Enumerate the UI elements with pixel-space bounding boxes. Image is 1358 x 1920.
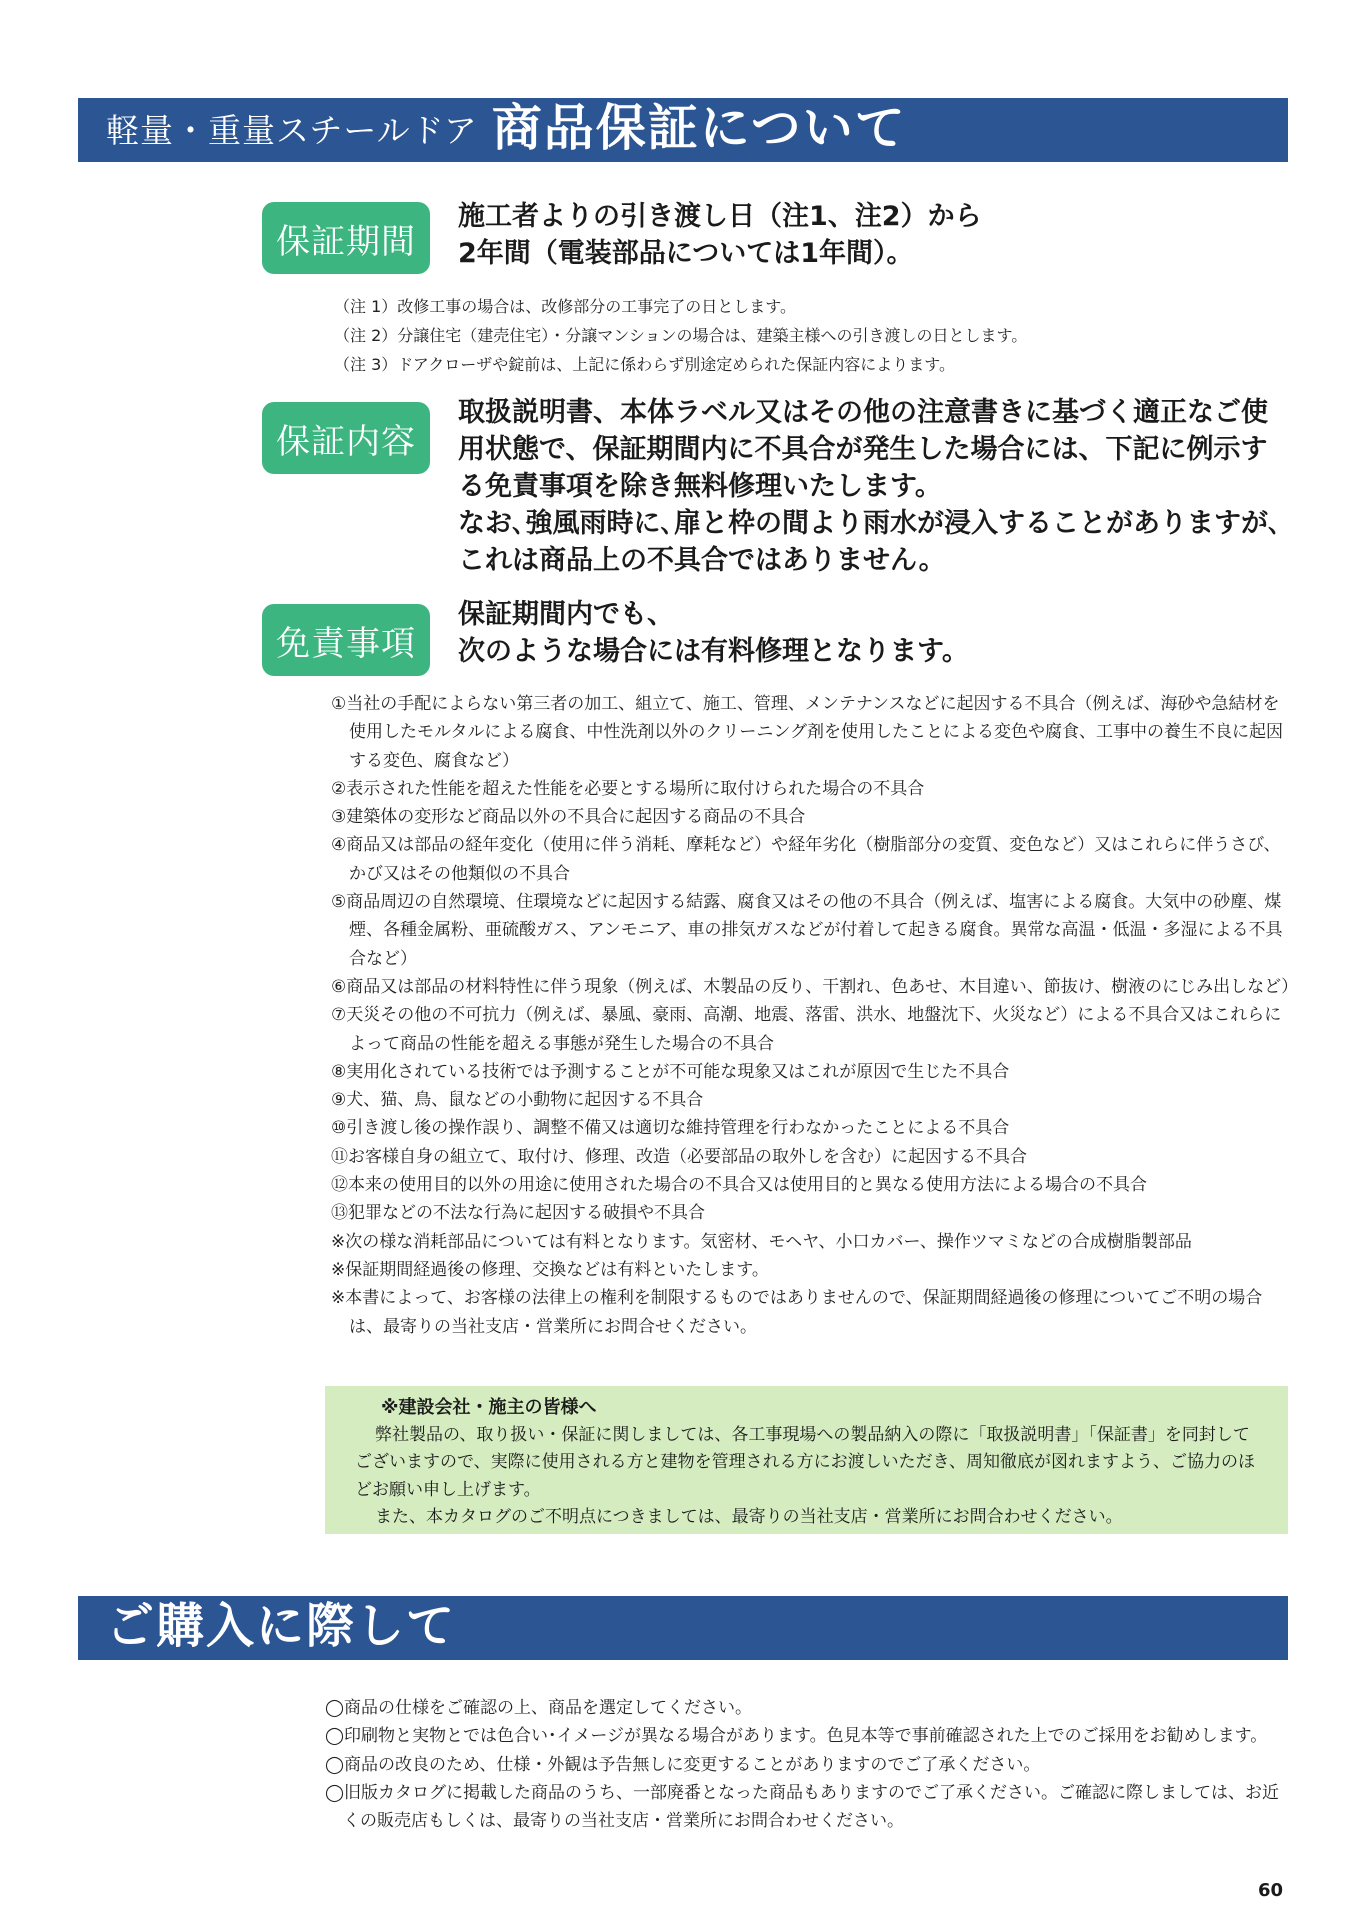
notice-paragraph: また、本カタログのご不明点につきましては、最寄りの当社支店・営業所にお問合わせください。 — [375, 1507, 1123, 1527]
note-1: （注 1）改修工事の場合は、改修部分の工事完了の日とします。 — [334, 297, 796, 316]
notice-paragraph: 弊社製品の、取り扱い・保証に関しましては、各工事現場への製品納入の際に「取扱説明書」「保証書」を同封してございますので、実際に使用される方と建物を管理される方にお渡しいただき、周知徹底が図れますよう、ご協力のほどお願い申し上げます。 — [355, 1424, 1255, 1500]
list-item: ※次の様な消耗部品については有料となります。気密材、モヘヤ、小口カバー、操作ツマミなどの合成樹脂製部品 — [331, 1231, 1192, 1252]
list-item: ⑦天災その他の不可抗力（例えば、暴風、豪雨、高潮、地震、落雷、洪水、地盤沈下、火災など）による不具合又はこれらによって商品の性能を超える事態が発生した場合の不具合 — [331, 1005, 1282, 1054]
warranty-content-line: 用状態で、保証期間内に不具合が発生した場合には、下記に例示す — [458, 434, 1268, 465]
exemptions-line: 保証期間内でも、 — [458, 599, 674, 630]
list-item: ⑫本来の使用目的以外の用途に使用された場合の不具合又は使用目的と異なる使用方法による場合の不具合 — [331, 1175, 1147, 1196]
purchase-banner — [78, 1596, 1288, 1660]
page-number: 60 — [1258, 1880, 1284, 1901]
note-3: （注 3）ドアクローザや錠前は、上記に係わらず別途定められた保証内容によります。 — [334, 355, 956, 374]
warranty-content-line: る免責事項を除き無料修理いたします。 — [458, 471, 942, 502]
header-subtitle: 軽量・重量スチールドア — [106, 111, 478, 150]
warranty-period-line: 2年間（電装部品については1年間）。 — [458, 238, 914, 269]
note-2: （注 2）分譲住宅（建売住宅）・分譲マンションの場合は、建築主様への引き渡しの日とします。 — [334, 326, 1028, 345]
list-item: ◯旧版カタログに掲載した商品のうち、一部廃番となった商品もありますのでご了承ください。ご確認に際しましては、お近くの販売店もしくは、最寄りの当社支店・営業所にお問合わせください。 — [325, 1782, 1280, 1832]
notice-title: ※建設会社・施主の皆様へ — [381, 1397, 597, 1418]
list-item: ⑨犬、猫、鳥、鼠などの小動物に起因する不具合 — [331, 1090, 704, 1111]
header-title: 商品保証について — [491, 99, 907, 157]
header-banner — [78, 98, 1288, 162]
purchase-title: ご購入に際して — [106, 1598, 457, 1654]
warranty-period-line: 施工者よりの引き渡し日（注1、注2）から — [458, 201, 982, 232]
exemptions-text — [458, 596, 1298, 670]
tag-warranty-period: 保証期間 — [262, 202, 430, 274]
list-item: ⑥商品又は部品の材料特性に伴う現象（例えば、木製品の反り、干割れ、色あせ、木目違い、節抜け、樹液のにじみ出しなど） — [331, 976, 1299, 997]
list-item: ◯商品の改良のため、仕様・外観は予告無しに変更することがありますのでご了承ください。 — [325, 1754, 1041, 1775]
list-item: ⑧実用化されている技術では予測することが不可能な現象又はこれが原因で生じた不具合 — [331, 1061, 1010, 1082]
list-item: ②表示された性能を超えた性能を必要とする場所に取付けられた場合の不具合 — [331, 778, 925, 799]
warranty-content-line: なお､強風雨時に､扉と枠の間より雨水が浸入することがありますが､ — [458, 508, 1282, 539]
list-item: ⑪お客様自身の組立て、取付け、修理、改造（必要部品の取外しを含む）に起因する不具合 — [331, 1146, 1027, 1167]
warranty-period-text — [458, 198, 1298, 272]
list-item: ◯印刷物と実物とでは色合い･イメージが異なる場合があります。色見本等で事前確認された上でのご採用をお勧めします。 — [325, 1726, 1268, 1747]
tag-warranty-content: 保証内容 — [262, 402, 430, 474]
warranty-content-line: 取扱説明書、本体ラベル又はその他の注意書きに基づく適正なご使 — [458, 397, 1268, 428]
exemptions-line: 次のような場合には有料修理となります。 — [458, 636, 969, 667]
list-item: ⑬犯罪などの不法な行為に起因する破損や不具合 — [331, 1203, 705, 1224]
list-item: ③建築体の変形など商品以外の不具合に起因する商品の不具合 — [331, 807, 806, 828]
warranty-content-line: これは商品上の不具合ではありません。 — [458, 545, 946, 576]
list-item: ①当社の手配によらない第三者の加工、組立て、施工、管理、メンテナンスなどに起因する不具合（例えば、海砂や急結材を使用したモルタルによる腐食、中性洗剤以外のクリーニング剤を使用したことによる変色や腐食、工事中の養生不良に起因する変色、腐食など） — [331, 694, 1283, 771]
list-item: ※本書によって、お客様の法律上の権利を制限するものではありませんので、保証期間経過後の修理についてご不明の場合は、最寄りの当社支店・営業所にお問合せください。 — [331, 1288, 1263, 1337]
purchase-list — [325, 1694, 1285, 1835]
warranty-content-text — [458, 394, 1298, 579]
list-item: ⑩引き渡し後の操作誤り、調整不備又は適切な維持管理を行わなかったことによる不具合 — [331, 1118, 1010, 1139]
list-item: ◯商品の仕様をご確認の上、商品を選定してください。 — [325, 1698, 753, 1718]
warranty-notes — [334, 292, 1294, 379]
exemption-list — [331, 690, 1299, 1341]
list-item: ⑤商品周辺の自然環境、住環境などに起因する結露、腐食又はその他の不具合（例えば、塩害による腐食。大気中の砂塵、煤煙、各種金属粉、亜硫酸ガス、アンモニア、車の排気ガスなどが付着して起きる腐食。異常な高温・低温・多湿による不具合など） — [331, 892, 1283, 969]
list-item: ※保証期間経過後の修理、交換などは有料といたします。 — [331, 1259, 769, 1280]
list-item: ④商品又は部品の経年変化（使用に伴う消耗、摩耗など）や経年劣化（樹脂部分の変質、変色など）又はこれらに伴うさび、かび又はその他類似の不具合 — [331, 835, 1281, 884]
notice-box — [325, 1386, 1288, 1534]
tag-exemptions: 免責事項 — [262, 604, 430, 676]
